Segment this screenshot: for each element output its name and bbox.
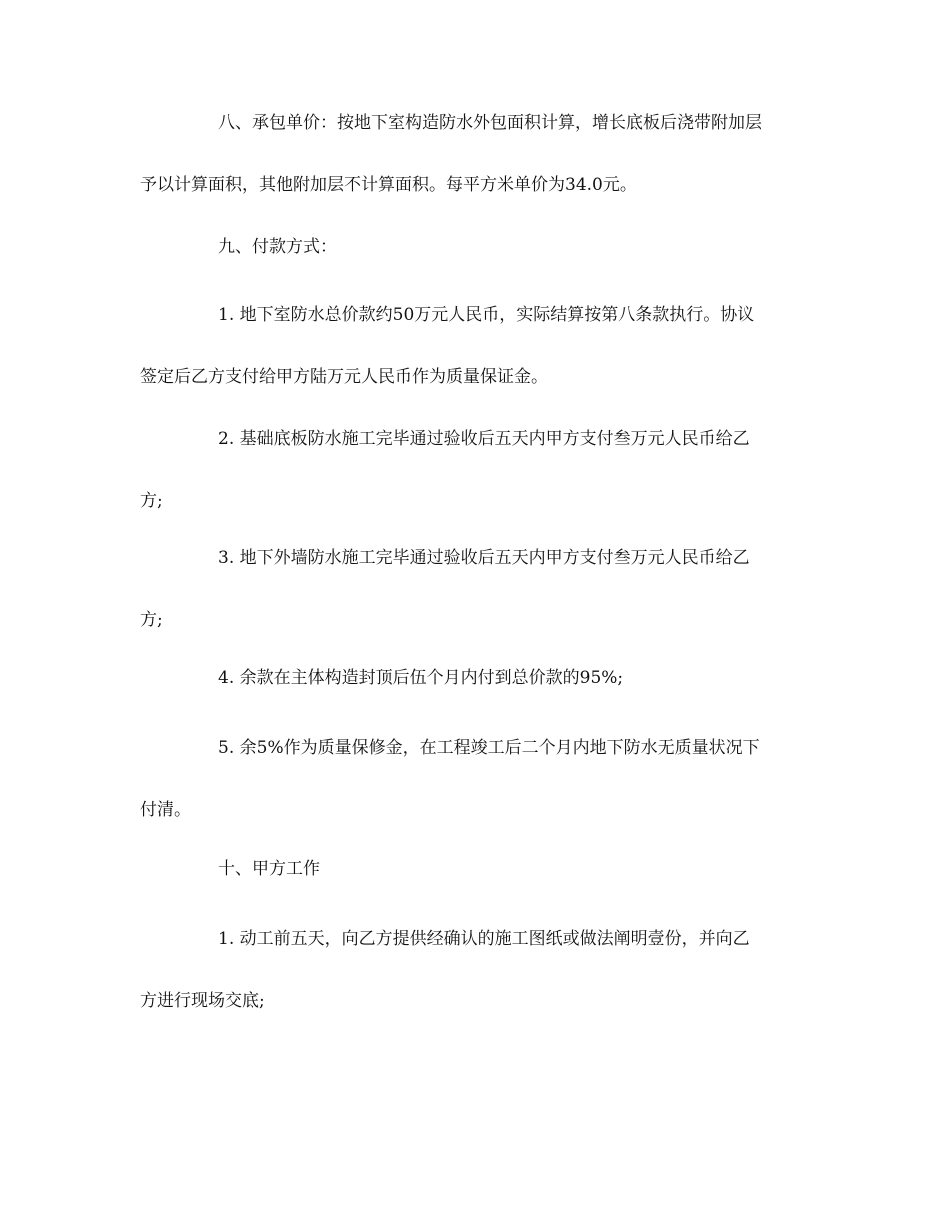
text-line: 九、付款方式： [218, 237, 337, 257]
clause-9-item-4 [140, 647, 820, 709]
text-line: 方; [140, 491, 163, 511]
text-line: 5. 余5%作为质量保修金，在工程竣工后二个月内地下防水无质量状况下 [218, 738, 760, 758]
text-line: 1. 地下室防水总价款约50万元人民币，实际结算按第八条款执行。协议 [218, 305, 755, 325]
text-line: 签定后乙方支付给甲方陆万元人民币作为质量保证金。 [140, 367, 548, 387]
text-line: 付清。 [140, 800, 191, 820]
text-line: 方; [140, 610, 163, 630]
text-line: 1. 动工前五天，向乙方提供经确认的施工图纸或做法阐明壹份，并向乙 [218, 929, 750, 949]
clause-8-unit-price [140, 92, 820, 216]
clause-10-item-1 [140, 908, 820, 1032]
clause-9-item-1 [140, 284, 820, 408]
clause-9-item-3 [140, 527, 820, 651]
text-line: 十、甲方工作 [218, 859, 320, 879]
text-line: 予以计算面积，其他附加层不计算面积。每平方米单价为34.0元。 [140, 175, 637, 195]
text-line: 八、承包单价：按地下室构造防水外包面积计算，增长底板后浇带附加层 [218, 113, 762, 133]
clause-10-heading [140, 838, 820, 900]
text-line: 4. 余款在主体构造封顶后伍个月内付到总价款的95%; [218, 668, 624, 688]
clause-9-item-2 [140, 408, 820, 532]
text-line: 3. 地下外墙防水施工完毕通过验收后五天内甲方支付叁万元人民币给乙 [218, 548, 750, 568]
text-line: 2. 基础底板防水施工完毕通过验收后五天内甲方支付叁万元人民币给乙 [218, 429, 750, 449]
text-line: 方进行现场交底; [140, 991, 265, 1011]
clause-9-item-5 [140, 717, 820, 841]
clause-9-heading [140, 216, 820, 278]
